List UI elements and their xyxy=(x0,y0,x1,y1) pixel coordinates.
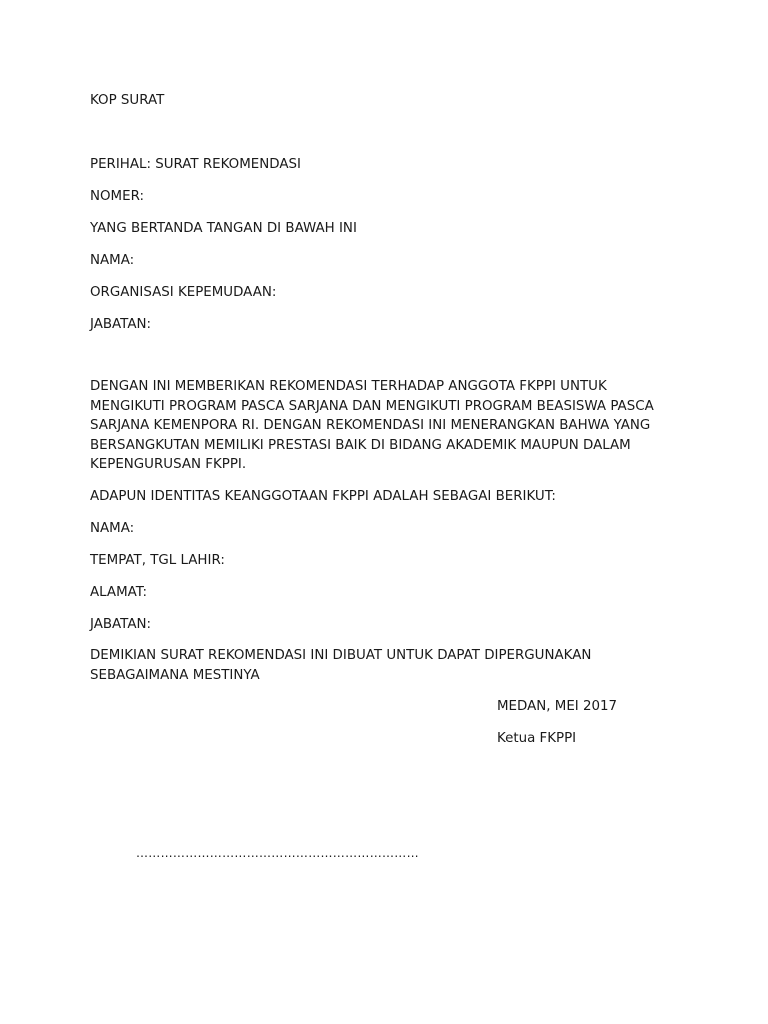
member-birth-field: TEMPAT, TGL LAHIR: xyxy=(90,553,225,568)
member-position-field: JABATAN: xyxy=(90,617,152,632)
body-paragraph-line: SARJANA KEMENPORA RI. DENGAN REKOMENDASI INI MENERANGKAN BAHWA YANG xyxy=(90,418,651,433)
identity-intro: ADAPUN IDENTITAS KEANGGOTAAN FKPPI ADALAH SEBAGAI BERIKUT: xyxy=(90,489,556,504)
letterhead: KOP SURAT xyxy=(90,93,165,108)
undersigned-intro: YANG BERTANDA TANGAN DI BAWAH INI xyxy=(90,221,357,236)
signer-name-field: NAMA: xyxy=(90,253,135,268)
signature-line: …………………………………………………………… xyxy=(136,846,419,860)
body-paragraph-line: MENGIKUTI PROGRAM PASCA SARJANA DAN MENGIKUTI PROGRAM BEASISWA PASCA xyxy=(90,398,654,414)
letter-number: NOMER: xyxy=(90,189,144,204)
signer-title: Ketua FKPPI xyxy=(497,731,577,746)
body-paragraph-line: BERSANGKUTAN MEMILIKI PRESTASI BAIK DI BIDANG AKADEMIK MAUPUN DALAM xyxy=(90,437,631,453)
closing-line: SEBAGAIMANA MESTINYA xyxy=(90,667,260,683)
signer-organization-field: ORGANISASI KEPEMUDAAN: xyxy=(90,285,277,300)
member-address-field: ALAMAT: xyxy=(90,585,147,600)
body-paragraph-line: KEPENGURUSAN FKPPI. xyxy=(90,457,247,472)
closing-paragraph xyxy=(90,646,690,685)
body-paragraph xyxy=(90,377,690,475)
signer-position-field: JABATAN: xyxy=(90,317,152,332)
closing-line: DEMIKIAN SURAT REKOMENDASI INI DIBUAT UNTUK DAPAT DIPERGUNAKAN xyxy=(90,648,592,663)
place-date: MEDAN, MEI 2017 xyxy=(497,699,618,714)
body-paragraph-line: DENGAN INI MEMBERIKAN REKOMENDASI TERHADAP ANGGOTA FKPPI UNTUK xyxy=(90,379,607,394)
subject-line: PERIHAL: SURAT REKOMENDASI xyxy=(90,157,301,172)
member-name-field: NAMA: xyxy=(90,521,135,536)
